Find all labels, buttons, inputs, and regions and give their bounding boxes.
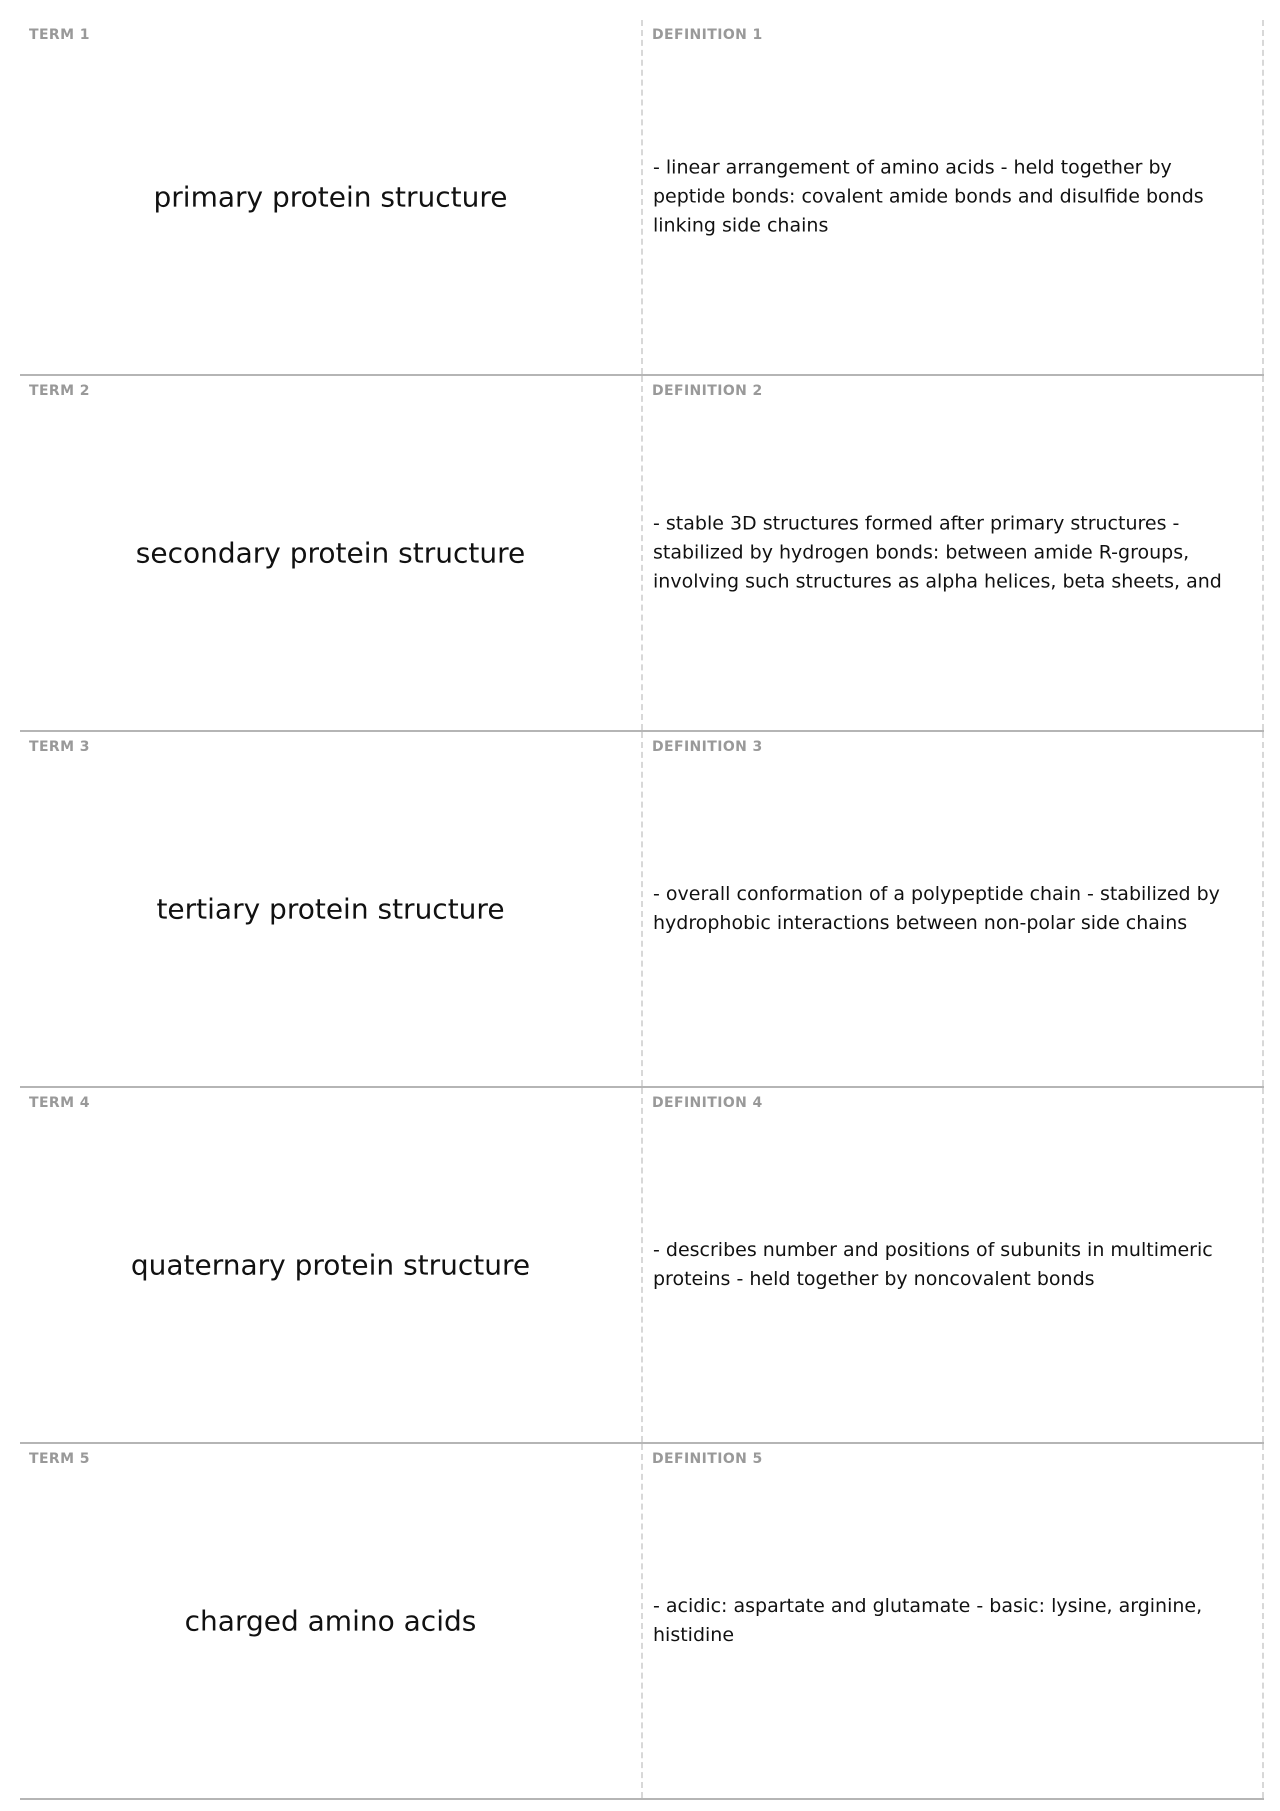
flashcard-row [20, 732, 1264, 1088]
flashcard-row [20, 1444, 1264, 1800]
definition-cell [643, 376, 1264, 730]
flashcard-row [20, 20, 1264, 376]
definition-cell [643, 1444, 1264, 1798]
term-text: charged amino acids [184, 1604, 477, 1638]
definition-text: - describes number and positions of subunits in multimeric proteins - held together by noncovalent bonds [653, 1239, 1213, 1290]
term-label: TERM 2 [29, 383, 90, 399]
definition-text: - stable 3D structures formed after primary structures - stabilized by hydrogen bonds: between amide R-groups, involving such structures as alpha helices, beta sheets, and [653, 512, 1222, 593]
definition-label: DEFINITION 5 [652, 1451, 763, 1467]
term-text: primary protein structure [153, 180, 508, 214]
definition-text: - overall conformation of a polypeptide chain - stabilized by hydrophobic interactions between non-polar side chains [653, 883, 1220, 934]
term-cell [20, 376, 643, 730]
flashcard-sheet [20, 20, 1264, 1800]
term-label: TERM 1 [29, 27, 90, 43]
term-cell [20, 1444, 643, 1798]
term-label: TERM 4 [29, 1095, 90, 1111]
definition-cell [643, 732, 1264, 1086]
term-text: tertiary protein structure [156, 892, 505, 926]
definition-text: - acidic: aspartate and glutamate - basic: lysine, arginine, histidine [653, 1595, 1203, 1646]
definition-cell [643, 20, 1264, 374]
term-cell [20, 1088, 643, 1442]
term-text: secondary protein structure [135, 536, 526, 570]
term-cell [20, 20, 643, 374]
term-cell [20, 732, 643, 1086]
definition-text: - linear arrangement of amino acids - held together by peptide bonds: covalent amide bonds and disulfide bonds linking side chains [653, 156, 1204, 237]
term-text: quaternary protein structure [130, 1248, 531, 1282]
definition-label: DEFINITION 4 [652, 1095, 763, 1111]
definition-label: DEFINITION 3 [652, 739, 763, 755]
definition-label: DEFINITION 2 [652, 383, 763, 399]
definition-cell [643, 1088, 1264, 1442]
term-label: TERM 5 [29, 1451, 90, 1467]
flashcard-row [20, 376, 1264, 732]
term-label: TERM 3 [29, 739, 90, 755]
definition-label: DEFINITION 1 [652, 27, 763, 43]
flashcard-row [20, 1088, 1264, 1444]
